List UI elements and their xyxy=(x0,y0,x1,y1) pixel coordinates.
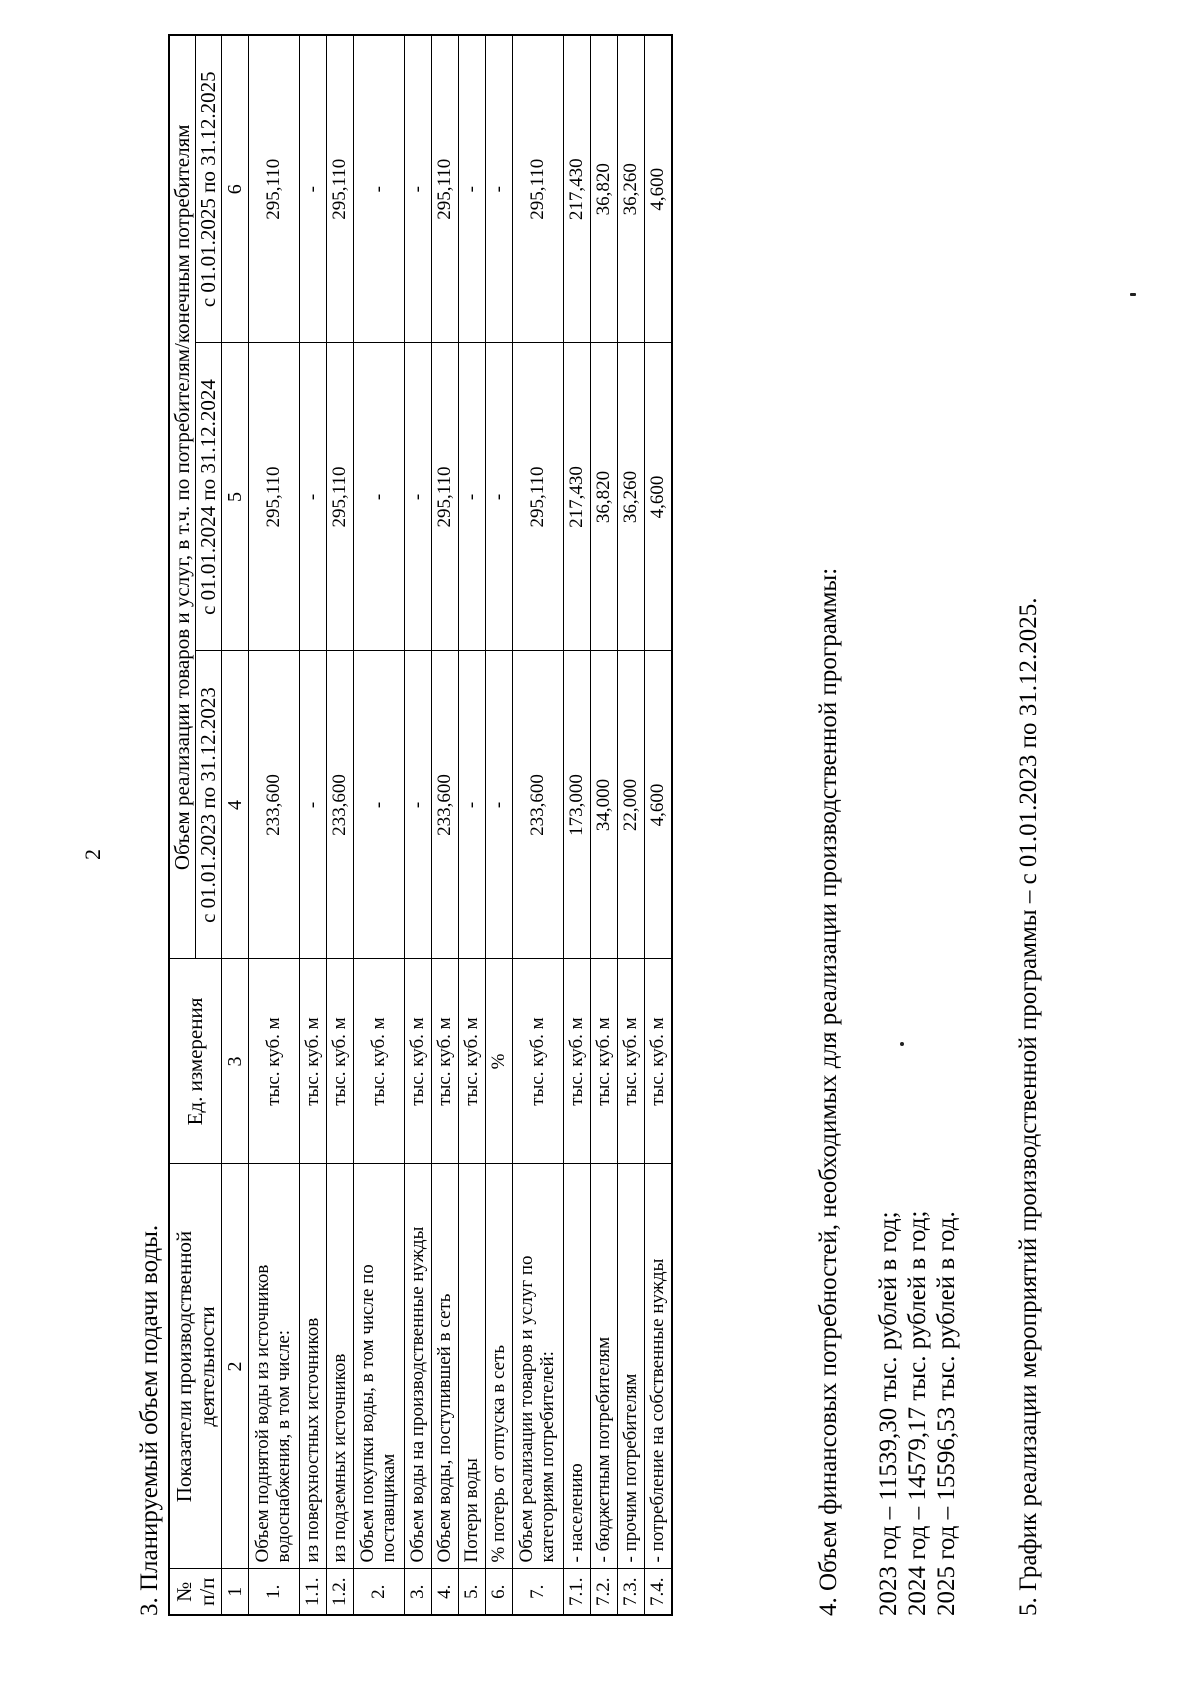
row-unit: тыс. куб. м xyxy=(591,959,618,1164)
table-row xyxy=(432,35,459,1615)
row-indicator: Объем воды на производственные нужды xyxy=(405,1164,432,1569)
row-indicator: Объем поднятой воды из источников водоснабжения, в том числе: xyxy=(249,1164,300,1569)
row-value-2024: 295,110 xyxy=(513,343,564,651)
section-3-title: 3. Планируемый объем подачи воды. xyxy=(136,1224,163,1616)
row-indicator: из подземных источников xyxy=(327,1164,354,1569)
row-indicator: Объем покупки воды, в том числе по поставщикам xyxy=(354,1164,405,1569)
table-body xyxy=(222,35,673,1615)
row-unit: тыс. куб. м xyxy=(327,959,354,1164)
column-index-cell: 3 xyxy=(222,959,249,1164)
row-value-2025: 295,110 xyxy=(432,35,459,343)
row-unit: % xyxy=(486,959,513,1164)
row-value-2024: 295,110 xyxy=(327,343,354,651)
row-indicator: - потребление на собственные нужды xyxy=(645,1164,673,1569)
header-unit: Ед. измерения xyxy=(169,959,222,1164)
row-value-2023: - xyxy=(459,651,486,959)
row-value-2023: 22,000 xyxy=(618,651,645,959)
section-5-title: 5. График реализации мероприятий производственной программы – с 01.01.2023 по 31.12.2025. xyxy=(1015,597,1042,1616)
row-unit: тыс. куб. м xyxy=(432,959,459,1164)
table-row xyxy=(354,35,405,1615)
row-unit: тыс. куб. м xyxy=(459,959,486,1164)
row-indicator: Объем воды, поступившей в сеть xyxy=(432,1164,459,1569)
column-index-cell: 4 xyxy=(222,651,249,959)
row-indicator: - населению xyxy=(564,1164,591,1569)
row-value-2024: - xyxy=(486,343,513,651)
section-4-title: 4. Объем финансовых потребностей, необходимых для реализации производственной программы: xyxy=(815,567,842,1616)
financial-line-2024: 2024 год – 14579,17 тыс. рублей в год; xyxy=(904,1210,931,1616)
row-value-2023: 233,600 xyxy=(513,651,564,959)
table-row xyxy=(645,35,673,1615)
row-number: 7.3. xyxy=(618,1569,645,1615)
row-value-2023: - xyxy=(300,651,327,959)
column-index-cell: 2 xyxy=(222,1164,249,1569)
row-value-2023: 34,000 xyxy=(591,651,618,959)
row-number: 3. xyxy=(405,1569,432,1615)
row-number: 1.2. xyxy=(327,1569,354,1615)
column-index-cell: 6 xyxy=(222,35,249,343)
row-number: 2. xyxy=(354,1569,405,1615)
row-unit: тыс. куб. м xyxy=(354,959,405,1164)
row-value-2024: 295,110 xyxy=(432,343,459,651)
scan-speck xyxy=(1130,293,1136,296)
row-value-2025: 36,260 xyxy=(618,35,645,343)
row-value-2025: 295,110 xyxy=(249,35,300,343)
table-row xyxy=(459,35,486,1615)
table-row xyxy=(591,35,618,1615)
row-unit: тыс. куб. м xyxy=(513,959,564,1164)
row-value-2023: 233,600 xyxy=(432,651,459,959)
table-row xyxy=(486,35,513,1615)
page-number: 2 xyxy=(80,849,105,860)
row-indicator: Потери воды xyxy=(459,1164,486,1569)
row-value-2025: - xyxy=(300,35,327,343)
table-row xyxy=(564,35,591,1615)
row-value-2024: - xyxy=(405,343,432,651)
row-value-2023: 4,600 xyxy=(645,651,673,959)
row-value-2024: 36,260 xyxy=(618,343,645,651)
table-row xyxy=(405,35,432,1615)
scan-speck xyxy=(900,1042,904,1046)
row-value-2023: 173,000 xyxy=(564,651,591,959)
row-value-2024: - xyxy=(354,343,405,651)
table-row xyxy=(513,35,564,1615)
row-value-2025: 295,110 xyxy=(513,35,564,343)
financial-line-2023: 2023 год – 11539,30 тыс. рублей в год; xyxy=(875,1211,902,1616)
row-unit: тыс. куб. м xyxy=(618,959,645,1164)
row-indicator: из поверхностных источников xyxy=(300,1164,327,1569)
row-value-2024: 36,820 xyxy=(591,343,618,651)
financial-line-2025: 2025 год – 15596,53 тыс. рублей в год. xyxy=(933,1211,960,1616)
row-value-2023: 233,600 xyxy=(249,651,300,959)
row-value-2024: - xyxy=(300,343,327,651)
header-period-2025: с 01.01.2025 по 31.12.2025 xyxy=(196,35,222,343)
row-number: 7.2. xyxy=(591,1569,618,1615)
header-period-2023: с 01.01.2023 по 31.12.2023 xyxy=(196,651,222,959)
row-unit: тыс. куб. м xyxy=(645,959,673,1164)
water-supply-table xyxy=(168,34,673,1616)
row-value-2023: 233,600 xyxy=(327,651,354,959)
table-row xyxy=(618,35,645,1615)
header-indicator: Показатели производственной деятельности xyxy=(169,1164,222,1569)
row-unit: тыс. куб. м xyxy=(405,959,432,1164)
row-unit: тыс. куб. м xyxy=(249,959,300,1164)
table-row xyxy=(249,35,300,1615)
row-indicator: Объем реализации товаров и услуг по категориям потребителей: xyxy=(513,1164,564,1569)
row-unit: тыс. куб. м xyxy=(300,959,327,1164)
row-value-2025: - xyxy=(459,35,486,343)
row-number: 5. xyxy=(459,1569,486,1615)
row-indicator: - бюджетным потребителям xyxy=(591,1164,618,1569)
row-value-2025: 4,600 xyxy=(645,35,673,343)
row-value-2024: 4,600 xyxy=(645,343,673,651)
row-unit: тыс. куб. м xyxy=(564,959,591,1164)
table-row xyxy=(300,35,327,1615)
row-value-2025: 217,430 xyxy=(564,35,591,343)
column-index-cell: 1 xyxy=(222,1569,249,1615)
row-value-2023: - xyxy=(486,651,513,959)
row-value-2025: - xyxy=(405,35,432,343)
row-indicator: - прочим потребителям xyxy=(618,1164,645,1569)
header-num: № п/п xyxy=(169,1569,222,1615)
row-value-2024: 295,110 xyxy=(249,343,300,651)
row-value-2025: 295,110 xyxy=(327,35,354,343)
row-value-2025: 36,820 xyxy=(591,35,618,343)
row-number: 6. xyxy=(486,1569,513,1615)
header-period-2024: с 01.01.2024 по 31.12.2024 xyxy=(196,343,222,651)
table-row xyxy=(327,35,354,1615)
row-value-2024: 217,430 xyxy=(564,343,591,651)
row-number: 7.4. xyxy=(645,1569,673,1615)
header-row-1 xyxy=(169,35,196,1615)
row-value-2023: - xyxy=(405,651,432,959)
row-number: 4. xyxy=(432,1569,459,1615)
row-number: 7. xyxy=(513,1569,564,1615)
row-value-2024: - xyxy=(459,343,486,651)
header-volume-group: Объем реализации товаров и услуг, в т.ч. по потребителям/конечным потребителям xyxy=(169,35,196,959)
row-value-2025: - xyxy=(486,35,513,343)
row-indicator: % потерь от отпуска в сеть xyxy=(486,1164,513,1569)
row-number: 1. xyxy=(249,1569,300,1615)
row-number: 7.1. xyxy=(564,1569,591,1615)
row-value-2025: - xyxy=(354,35,405,343)
column-index-cell: 5 xyxy=(222,343,249,651)
row-number: 1.1. xyxy=(300,1569,327,1615)
row-value-2023: - xyxy=(354,651,405,959)
column-index-row xyxy=(222,35,249,1615)
